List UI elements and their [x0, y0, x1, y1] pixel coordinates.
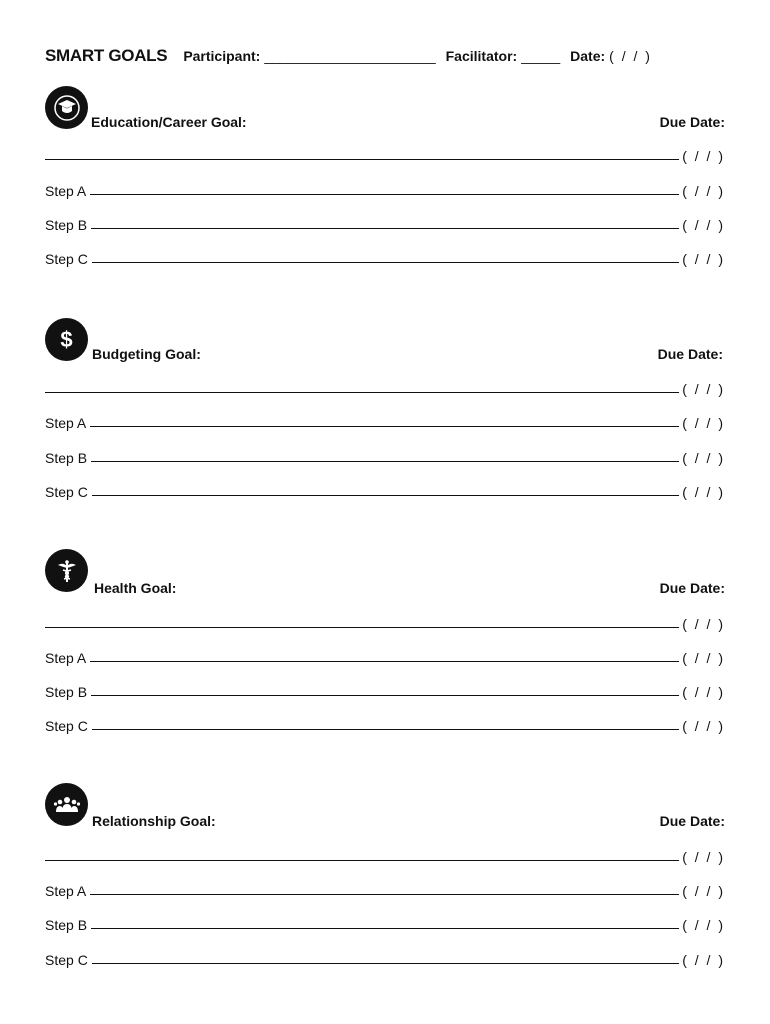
goal-title: Budgeting Goal:	[92, 346, 201, 362]
step-date-field[interactable]: ( / / )	[682, 718, 725, 734]
step-label: Step B	[45, 217, 88, 233]
step-label: Step A	[45, 883, 87, 899]
step-date-field[interactable]: ( / / )	[682, 251, 725, 267]
group-people-icon	[45, 783, 88, 826]
step-date-field[interactable]: ( / / )	[682, 415, 725, 431]
step-label: Step A	[45, 183, 87, 199]
step-date-field[interactable]: ( / / )	[682, 883, 725, 899]
step-a-line[interactable]	[45, 179, 725, 199]
step-label: Step B	[45, 684, 88, 700]
step-label: Step A	[45, 650, 87, 666]
step-label: Step C	[45, 952, 88, 968]
step-c-line[interactable]	[45, 948, 725, 968]
date-label: Date:	[570, 48, 606, 64]
due-date-field[interactable]: ( / / )	[682, 849, 725, 865]
caduceus-icon	[45, 549, 88, 592]
step-b-line[interactable]	[45, 213, 725, 233]
step-date-field[interactable]: ( / / )	[682, 952, 725, 968]
step-date-field[interactable]: ( / / )	[682, 684, 725, 700]
facilitator-field[interactable]: _____	[521, 48, 561, 64]
step-label: Step C	[45, 718, 88, 734]
goal-title: Health Goal:	[94, 580, 177, 596]
step-a-line[interactable]	[45, 411, 725, 431]
facilitator-label: Facilitator:	[445, 48, 518, 64]
participant-label: Participant:	[183, 48, 261, 64]
step-c-line[interactable]	[45, 714, 725, 734]
step-date-field[interactable]: ( / / )	[682, 450, 725, 466]
step-b-line[interactable]	[45, 446, 725, 466]
step-b-line[interactable]	[45, 680, 725, 700]
step-label: Step B	[45, 450, 88, 466]
step-label: Step C	[45, 484, 88, 500]
step-c-line[interactable]	[45, 480, 725, 500]
dollar-sign-icon: $	[45, 318, 88, 361]
step-a-line[interactable]	[45, 879, 725, 899]
due-date-label: Due Date:	[657, 346, 723, 362]
step-c-line[interactable]	[45, 247, 725, 267]
due-date-field[interactable]: ( / / )	[682, 616, 725, 632]
due-date-label: Due Date:	[659, 114, 725, 130]
due-date-field[interactable]: ( / / )	[682, 148, 725, 164]
step-date-field[interactable]: ( / / )	[682, 917, 725, 933]
step-date-field[interactable]: ( / / )	[682, 183, 725, 199]
graduation-cap-icon	[45, 86, 88, 129]
step-b-line[interactable]	[45, 913, 725, 933]
goal-line[interactable]	[45, 612, 725, 632]
step-label: Step A	[45, 415, 87, 431]
step-date-field[interactable]: ( / / )	[682, 484, 725, 500]
goal-line[interactable]	[45, 144, 725, 164]
step-date-field[interactable]: ( / / )	[682, 217, 725, 233]
date-field[interactable]: ( / / )	[609, 48, 652, 64]
form-title: SMART GOALS	[45, 46, 168, 65]
goal-title: Education/Career Goal:	[91, 114, 247, 130]
participant-field[interactable]: ______________________	[264, 48, 436, 64]
due-date-label: Due Date:	[659, 813, 725, 829]
step-a-line[interactable]	[45, 646, 725, 666]
goal-title: Relationship Goal:	[92, 813, 216, 829]
due-date-label: Due Date:	[659, 580, 725, 596]
goal-line[interactable]	[45, 845, 725, 865]
goal-line[interactable]	[45, 377, 725, 397]
step-label: Step C	[45, 251, 88, 267]
form-header	[45, 46, 725, 66]
step-date-field[interactable]: ( / / )	[682, 650, 725, 666]
step-label: Step B	[45, 917, 88, 933]
due-date-field[interactable]: ( / / )	[682, 381, 725, 397]
